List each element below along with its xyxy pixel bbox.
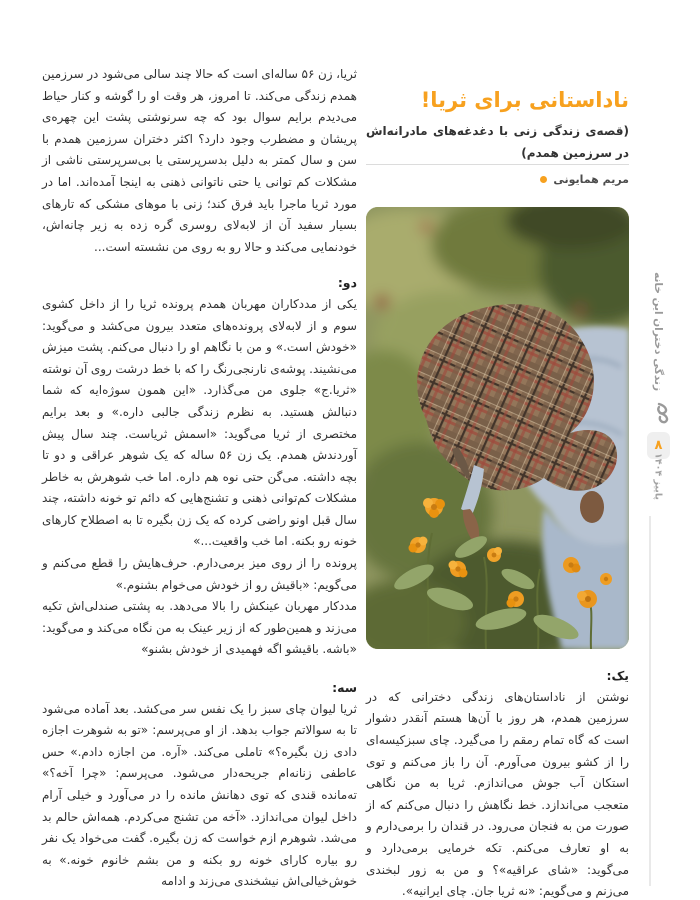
author-byline bbox=[366, 173, 629, 186]
section-one-heading: یک: bbox=[606, 668, 629, 684]
garden-photo-illustration bbox=[366, 207, 629, 649]
author-name: مریم همایونی bbox=[553, 173, 629, 187]
magazine-logo-icon bbox=[650, 400, 676, 426]
article-title: ناداستانی برای ثریا! bbox=[420, 88, 629, 112]
section-three-paragraph: ثریا لیوان چای سبز را یک نفس سر می‌کشد. بعد آماده می‌شود تا به سوالاتم جواب بدهد. از او می‌پرسم: «تو به شوهرت اجازه دادی زن بگیره؟» تاملی می‌کند. «آره. من اجازه دادم.» حس عاطفی زنانه‌ام جریحه‌دار می‌شود. می‌پرسم: «چرا آخه؟» ته‌مانده قندی که توی دهانش مانده را در می‌آورد و خیلی آرام داخل لیوان می‌اندازد. «آخه من تشنج می‌کردم. همه‌اش حالم بد می‌شد. شوهرم ازم خواست که زن بگیره. گفت می‌خواد یک نفر رو بیاره کارای خونه رو بکنه و من بشم خانوم خونه.» به خوش‌خیالی‌اش نیشخندی می‌زند و ادامه bbox=[42, 701, 357, 889]
section-two-paragraph-1: یکی از مددکاران مهربان همدم پرونده ثریا را از داخل کشوی سوم و از لابه‌لای پرونده‌های متعدد بیرون می‌کشد و می‌گوید: «خودش است.» و من با نگاهم او را دنبال می‌کنم. پشت میزش می‌نشیند. پوشه‌ی نارنجی‌رنگ را که با خط درشت روی آن نوشته «ثریا.ج» جلوی من می‌گذارد. «این همون سوژه‌ایه که شما دنبالش هستید. به نظرم زندگی جالبی داره.» و بعد برایم مختصری از ثریا می‌گوید: «اسمش ثریاست. چند سال پیش آوردندش همدم. یک زن ۵۶ ساله که یک شوهر عراقی و دو تا بچه داشته. می‌گن حتی نوه هم داره. اما خب شوهرش به خاطر مشکلات کم‌توانی ذهنی و تشنج‌هایی که دائم تو خونه داشته، چند سال قبل اونو راضی کرده که یک زن بگیره تا به اصطلاح کارهای خونه رو بکنه. اما خب واقعیت...» bbox=[42, 296, 357, 549]
section-one bbox=[366, 665, 629, 900]
section-three-heading: سه: bbox=[332, 680, 357, 696]
article-header bbox=[366, 64, 629, 186]
section-two bbox=[42, 272, 357, 661]
side-rail bbox=[638, 0, 700, 900]
magazine-section-label: زندگی دختران این خانه bbox=[652, 272, 664, 391]
rail-divider-line bbox=[649, 516, 651, 886]
page-number-badge: ۸ bbox=[647, 432, 670, 459]
article-photo bbox=[366, 207, 629, 649]
section-three bbox=[42, 677, 357, 893]
left-column bbox=[42, 64, 357, 893]
intro-paragraph: ثریا، زن ۵۶ ساله‌ای است که حالا چند سالی می‌شود در سرزمین همدم زندگی می‌کند. تا امروز، هر وقت او را گوشه و کنار حیاط می‌دیدم برایم سوال بود که چه سرنوشتی پشت این چهره‌ی پریشان و مضطرب وجود دارد؟ اکثر دختران سرزمین همدم با سن و سال کمتر به دلیل بدسرپرستی یا بی‌سرپرستی ناشی از مشکلات کم توانی یا حتی ناتوانی ذهنی به اینجا آمده‌اند. اما در مورد ثریا ماجرا باید فرق کند؛ زنی با موهای مشکی که تارهای بسیار سفید آن از لابه‌لای روسری گره زده به زیر چانه‌اش، خودنمایی می‌کند و حالا رو به روی من نشسته است... bbox=[42, 67, 358, 254]
section-two-paragraph-3: مددکار مهربان عینکش را بالا می‌دهد. به پشتی صندلی‌اش تکیه می‌زند و همین‌طور که از زیر عینک به من نگاه می‌کند و می‌گوید: «باشه. باقیشو اگه فهمیدی از خودش بشنو» bbox=[42, 599, 357, 657]
header-divider bbox=[366, 164, 629, 165]
section-one-paragraph: نوشتن از ناداستان‌های زندگی دخترانی که در سرزمین همدم، هر روز با آن‌ها هستم آنقدر دشوار است که گاه تمام رمقم را می‌گیرد. چای سبزکیسه‌ای را از کشو بیرون می‌آورم. آن را باز می‌کنم و توی استکان آب جوش می‌اندازم. ثریا به من نگاهی متعجب می‌اندازد. خط نگاهش را دنبال می‌کنم که از صورت من به فنجان می‌رود. در قندان را برمی‌دارم و به او تعارف می‌کنم. تکه خرمایی برمی‌دارد و می‌گوید: «شای عراقیه»؟ و من به زور لبخندی می‌زنم و می‌گویم: «نه ثریا جان. چای ایرانیه». bbox=[366, 689, 629, 899]
article-subtitle: (قصه‌ی زندگی زنی با دغدغه‌های مادرانه‌اش در سرزمین همدم) bbox=[366, 124, 629, 160]
right-column bbox=[366, 64, 629, 900]
author-bullet-icon bbox=[540, 176, 547, 183]
issue-season-label: پاییز ۱۴۰۴ bbox=[652, 453, 664, 500]
section-two-heading: دو: bbox=[337, 275, 357, 291]
section-two-paragraph-2: پرونده را از روی میز برمی‌دارم. حرف‌هایش را قطع می‌کنم و می‌گویم: «باقیش رو از خودش می‌خوام بشنوم.» bbox=[42, 556, 357, 592]
